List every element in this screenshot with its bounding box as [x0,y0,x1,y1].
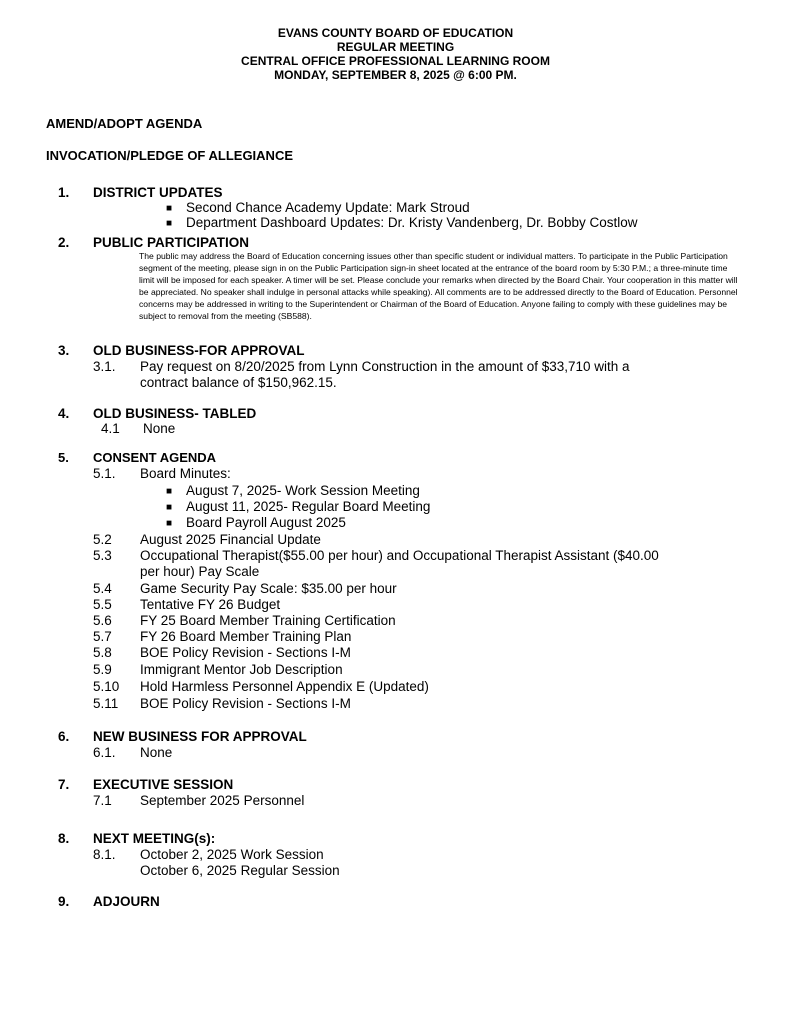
pay-request-line1: Pay request on 8/20/2025 from Lynn Construction in the amount of $33,710 with a [140,359,630,374]
section-1-title: DISTRICT UPDATES [93,185,223,200]
section-4-title: OLD BUSINESS- TABLED [93,406,257,421]
consent-item: August 2025 Financial Update [140,532,321,547]
consent-item: Game Security Pay Scale: $35.00 per hour [140,581,397,596]
consent-item: Occupational Therapist($55.00 per hour) and Occupational Therapist Assistant ($40.00 [140,548,659,563]
item-number: 6.1. [93,745,116,760]
section-9-title: ADJOURN [93,894,160,909]
section-4-number: 4. [58,406,70,421]
district-update-item: Department Dashboard Updates: Dr. Kristy Vandenberg, Dr. Bobby Costlow [186,215,638,230]
section-5-number: 5. [58,450,69,465]
minutes-item: August 7, 2025- Work Session Meeting [186,483,420,498]
item-number: 7.1 [93,793,112,808]
consent-item: FY 26 Board Member Training Plan [140,629,352,644]
minutes-item: Board Payroll August 2025 [186,515,346,530]
bullet-icon: ■ [166,203,173,214]
consent-item: BOE Policy Revision - Sections I-M [140,645,351,660]
invocation-heading: INVOCATION/PLEDGE OF ALLEGIANCE [46,148,294,163]
item-number: 5.7 [93,629,112,644]
next-meeting-work-session: October 2, 2025 Work Session [140,847,324,862]
item-number: 5.6 [93,613,112,628]
section-3-number: 3. [58,343,70,358]
minutes-item: August 11, 2025- Regular Board Meeting [186,499,431,514]
pay-request-line2: contract balance of $150,962.15. [140,375,337,390]
item-number: 5.3 [93,548,112,563]
item-text: September 2025 Personnel [140,793,305,808]
item-number: 5.1. [93,466,116,481]
district-update-item: Second Chance Academy Update: Mark Stroud [186,200,470,215]
amend-adopt-heading: AMEND/ADOPT AGENDA [46,116,203,131]
section-2-number: 2. [58,235,70,250]
public-participation-text: The public may address the Board of Education concerning issues other than specific student or individual matters. To participate in the Public Participation segment of the meeting, please sign in on the Public Participation sign-in sheet located at the entrance of the board room by 5:30 P.M.; a three-minute time limit will be imposed for each speaker. A timer will be set. Please conclude your remarks when directed by the Board Chair. Your cooperation in this matter will be appreciated. No speaker shall indulge in personal attacks while speaking). All comments are to be addressed directly to the Board of Education. Personnel concerns may be addressed in writing to the Superintendent or Chairman of the Board of Education. Anyone failing to comply with these guidelines may be subject to removal from the meeting (SB588). [139,251,738,321]
section-5-title: CONSENT AGENDA [93,450,217,465]
bullet-icon: ■ [166,486,173,497]
consent-item: BOE Policy Revision - Sections I-M [140,696,351,711]
section-7-number: 7. [58,777,70,792]
section-3-title: OLD BUSINESS-FOR APPROVAL [93,343,305,358]
item-number: 3.1. [93,359,116,374]
consent-item: Tentative FY 26 Budget [140,597,281,612]
item-number: 5.5 [93,597,112,612]
next-meeting-regular-session: October 6, 2025 Regular Session [140,863,340,878]
item-number: 5.8 [93,645,112,660]
item-number: 8.1. [93,847,116,862]
section-7-title: EXECUTIVE SESSION [93,777,234,792]
header-date: MONDAY, SEPTEMBER 8, 2025 @ 6:00 PM. [274,68,517,82]
item-number: 5.4 [93,581,112,596]
consent-item: Hold Harmless Personnel Appendix E (Updated) [140,679,429,694]
section-1-number: 1. [58,185,70,200]
consent-item: Immigrant Mentor Job Description [140,662,343,677]
header-meeting-type: REGULAR MEETING [336,40,455,54]
item-number: 5.11 [93,696,119,711]
item-text: None [140,745,173,760]
bullet-icon: ■ [166,502,173,513]
section-8-title: NEXT MEETING(s): [93,831,216,846]
board-minutes-label: Board Minutes: [140,466,231,481]
header-org: EVANS COUNTY BOARD OF EDUCATION [277,26,514,40]
bullet-icon: ■ [166,218,173,229]
bullet-icon: ■ [166,518,173,529]
section-8-number: 8. [58,831,70,846]
item-text: None [143,421,176,436]
header-location: CENTRAL OFFICE PROFESSIONAL LEARNING ROOM [241,54,550,68]
consent-item-cont: per hour) Pay Scale [140,564,260,579]
section-2-title: PUBLIC PARTICIPATION [93,235,249,250]
item-number: 5.2 [93,532,112,547]
section-6-title: NEW BUSINESS FOR APPROVAL [93,729,307,744]
item-number: 4.1 [101,421,120,436]
section-6-number: 6. [58,729,70,744]
item-number: 5.9 [93,662,112,677]
consent-item: FY 25 Board Member Training Certification [140,613,396,628]
section-9-number: 9. [58,894,70,909]
item-number: 5.10 [93,679,120,694]
